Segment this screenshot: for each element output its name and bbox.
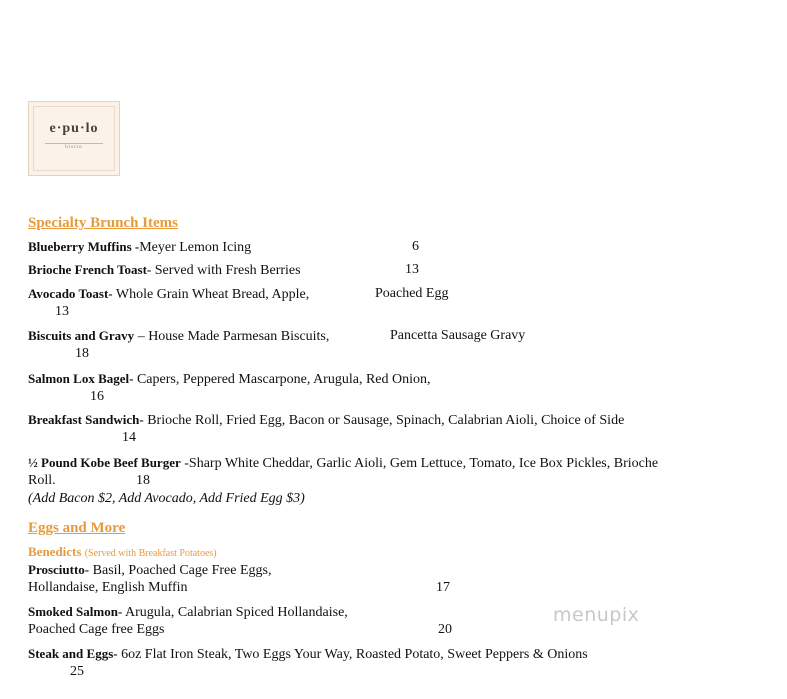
item-price: 18 xyxy=(75,346,89,361)
item-name: Breakfast Sandwich- xyxy=(28,412,144,427)
benedicts-subheading xyxy=(28,544,217,562)
menu-item xyxy=(28,562,272,579)
item-price: 17 xyxy=(436,580,450,595)
item-desc: Basil, Poached Cage Free Eggs, xyxy=(89,563,272,578)
benedicts-note: (Served with Breakfast Potatoes) xyxy=(84,548,217,559)
item-name: Avocado Toast- xyxy=(28,286,113,301)
item-name: Smoked Salmon- xyxy=(28,604,123,619)
item-desc: 6oz Flat Iron Steak, Two Eggs Your Way, Roasted Potato, Sweet Peppers & Onions xyxy=(117,647,588,662)
item-name: Prosciutto- xyxy=(28,562,90,577)
menu-item xyxy=(28,328,329,345)
item-desc: Capers, Peppered Mascarpone, Arugula, Red Onion, xyxy=(133,372,431,387)
item-desc: – House Made Parmesan Biscuits, xyxy=(134,329,330,344)
item-price: 18 xyxy=(136,473,150,488)
logo-frame xyxy=(33,106,115,171)
logo-rule xyxy=(45,143,103,144)
item-desc: Arugula, Calabrian Spiced Hollandaise, xyxy=(122,605,348,620)
item-price: 14 xyxy=(122,430,136,445)
menu-item xyxy=(28,286,309,303)
item-desc: Whole Grain Wheat Bread, Apple, xyxy=(112,287,310,302)
menu-item xyxy=(28,412,624,429)
menu-item xyxy=(28,646,588,663)
item-price: 13 xyxy=(55,304,69,319)
item-name: Steak and Eggs- xyxy=(28,646,118,661)
item-desc-continued: Pancetta Sausage Gravy xyxy=(390,328,526,343)
item-name: Biscuits and Gravy xyxy=(28,328,135,343)
item-desc-continued: Roll. xyxy=(28,473,56,488)
item-name: Blueberry Muffins - xyxy=(28,239,140,254)
logo-name: e·pu·lo xyxy=(49,121,99,136)
item-desc: Meyer Lemon Icing xyxy=(139,240,252,255)
menupix-watermark: menupix xyxy=(553,604,640,626)
item-addons-note: (Add Bacon $2, Add Avocado, Add Fried Egg $3) xyxy=(28,491,305,506)
item-desc-continued: Poached Egg xyxy=(375,286,449,301)
menu-item xyxy=(28,262,301,279)
item-name: ½ Pound Kobe Beef Burger xyxy=(28,455,181,470)
menu-item xyxy=(28,455,658,472)
item-price: 20 xyxy=(438,622,452,637)
item-desc-continued: Poached Cage free Eggs xyxy=(28,622,165,637)
item-name: Salmon Lox Bagel- xyxy=(28,371,134,386)
item-price: 13 xyxy=(405,262,419,277)
item-desc-continued: Hollandaise, English Muffin xyxy=(28,580,188,595)
menu-item xyxy=(28,604,348,621)
menu-item xyxy=(28,371,431,388)
item-price: 6 xyxy=(412,239,419,254)
logo-subtitle: bistro xyxy=(65,145,83,150)
item-desc: -Sharp White Cheddar, Garlic Aioli, Gem Lettuce, Tomato, Ice Box Pickles, Brioche xyxy=(180,456,659,471)
menu-item xyxy=(28,239,251,256)
item-desc: Served with Fresh Berries xyxy=(151,263,301,278)
specialty-heading: Specialty Brunch Items xyxy=(28,215,178,231)
eggs-heading: Eggs and More xyxy=(28,520,126,536)
item-price: 25 xyxy=(70,664,84,679)
item-desc: Brioche Roll, Fried Egg, Bacon or Sausage, Spinach, Calabrian Aioli, Choice of Side xyxy=(143,413,625,428)
bistro-logo xyxy=(28,101,120,176)
benedicts-label: Benedicts xyxy=(28,544,82,559)
item-price: 16 xyxy=(90,389,104,404)
item-name: Brioche French Toast- xyxy=(28,262,152,277)
